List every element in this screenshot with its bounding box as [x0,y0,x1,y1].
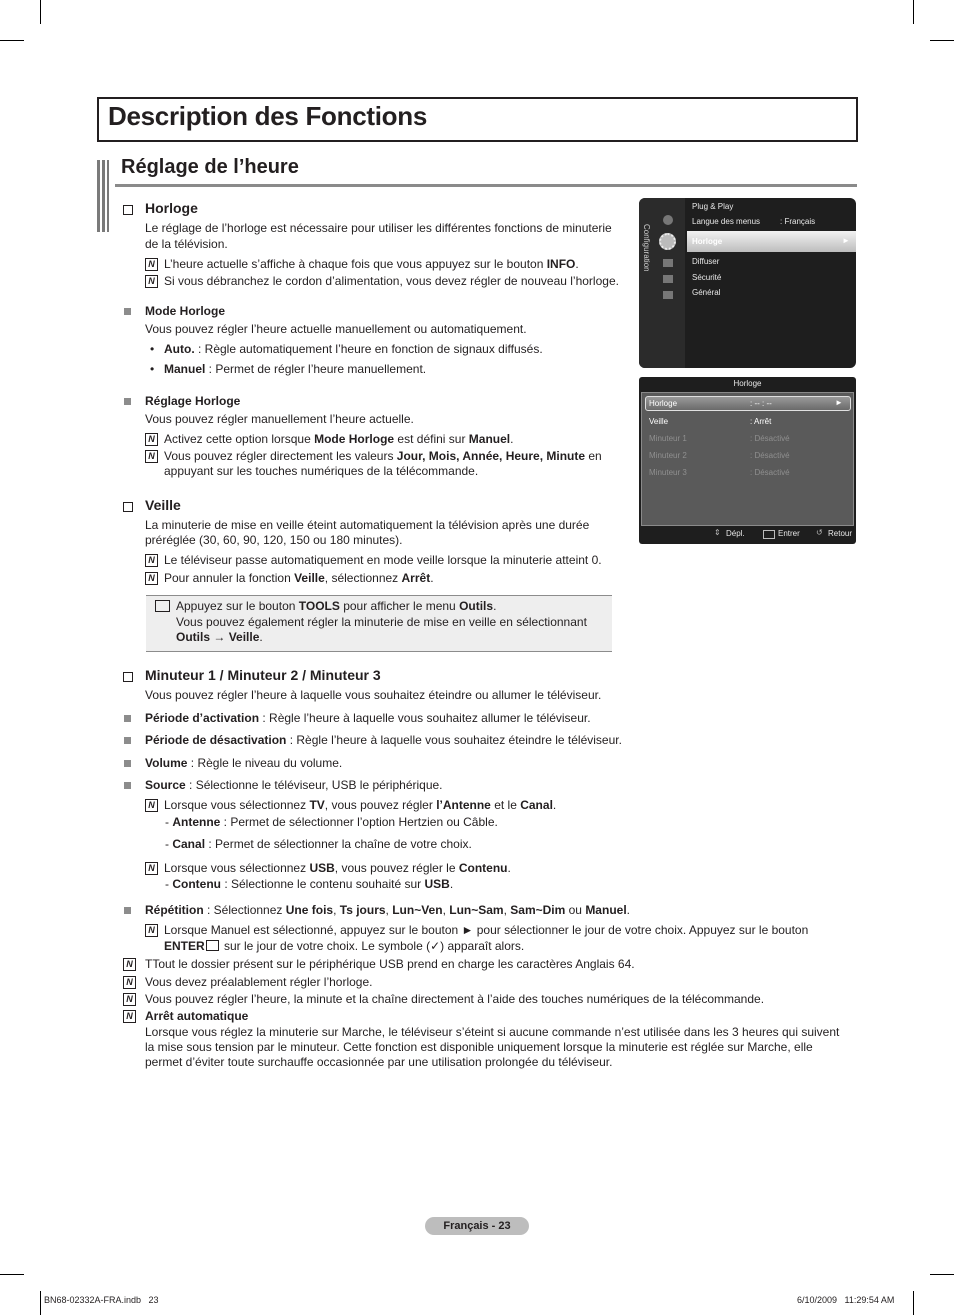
square-bullet-icon [124,308,131,315]
tip-line-2: Vous pouvez également régler la minuterie de mise en veille en sélectionnant [176,615,587,629]
note-icon: N [145,862,158,875]
row-minuteur3-label[interactable]: Minuteur 3 [649,468,687,477]
periode-activation: Période d’activation : Règle l’heure à laquelle vous souhaitez allumer le téléviseur. [145,711,591,725]
row-minuteur1-label[interactable]: Minuteur 1 [649,434,687,443]
general-note-1: TTout le dossier présent sur le périphérique USB prend en charge les caractères Anglais 64. [145,957,635,971]
repetition-note-1: Lorsque Manuel est sélectionné, appuyez sur le bouton ► pour sélectionner le jour de votre choix. Appuyez sur le bouton [164,923,809,937]
note-icon: N [123,976,136,989]
note-icon: N [145,554,158,567]
horloge-note-2: Si vous débranchez le cordon d’alimentation, vous devez régler de nouveau l’horloge. [164,274,619,288]
menu-item-general[interactable]: Général [692,288,721,297]
square-bullet-icon [124,760,131,767]
note-icon: N [145,450,158,463]
heading-veille: Veille [145,497,181,513]
minuteur-text: Vous pouvez régler l’heure à laquelle vous souhaitez éteindre ou allumer le téléviseur. [145,688,602,702]
square-bullet-icon [124,782,131,789]
arret-auto-heading: Arrêt automatique [145,1009,249,1023]
note-icon: N [123,1010,136,1023]
enter-icon [763,530,775,539]
row-minuteur2-label[interactable]: Minuteur 2 [649,451,687,460]
note-icon: N [145,924,158,937]
arret-auto-2: la mise sous tension par le minuteur. Cette fonction est disponible uniquement lorsque la minuterie est réglée sur Marche, elle [145,1040,813,1054]
mode-auto: Auto. : Règle automatiquement l’heure en fonction de signaux diffusés. [164,342,543,356]
arrow-right-icon: ► [835,398,843,407]
footer-file: BN68-02332A-FRA.indb 23 [44,1295,159,1305]
reglage-note-2: Vous pouvez régler directement les valeurs Jour, Mois, Année, Heure, Minute en [164,449,602,463]
arret-auto-3: permet d’éviter toute surchauffe occasionnée par une utilisation prolongée du téléviseur. [145,1055,613,1069]
crop-mark [913,0,914,24]
bullet-dot: • [150,362,155,376]
crop-mark [0,40,24,41]
note-icon: N [145,572,158,585]
crop-mark [0,1274,24,1275]
source-item: Source : Sélectionne le téléviseur, USB le périphérique. [145,778,443,792]
row-minuteur3-value: : Désactivé [750,468,790,477]
row-minuteur2-value: : Désactivé [750,451,790,460]
page-number-badge: Français - 23 [425,1217,529,1235]
repetition-item: Répétition : Sélectionnez Une fois, Ts jours, Lun~Ven, Lun~Sam, Sam~Dim ou Manuel. [145,903,630,917]
horloge-intro-1: Le réglage de l’horloge est nécessaire pour utiliser les différentes fonctions de minuterie [145,221,612,235]
note-icon: N [145,258,158,271]
checkbox-icon [123,502,133,512]
heading-horloge: Horloge [145,200,198,216]
row-veille-value: : Arrêt [750,417,772,426]
general-note-2: Vous devez préalablement régler l’horloge. [145,975,373,989]
crop-mark [40,1291,41,1315]
menu-langue-value: : Français [780,217,816,226]
crop-mark [40,0,41,24]
arret-auto-1: Lorsque vous réglez la minuterie sur Marche, le téléviseur s’éteint si aucune commande n’est utilisée dans les 3 heures qui suivent [145,1025,840,1039]
menu-title: Horloge [733,379,762,388]
note-icon: N [145,275,158,288]
menu-item-diffuser[interactable]: Diffuser [692,257,720,266]
menu-side-label: Configuration [642,224,651,272]
heading-reglage-horloge: Réglage Horloge [145,394,241,408]
mode-horloge-text: Vous pouvez régler l’heure actuelle manuellement ou automatiquement. [145,322,527,336]
bullet-dot: • [150,342,155,356]
note-icon: N [145,799,158,812]
periode-desactivation: Période de désactivation : Règle l’heure à laquelle vous souhaitez éteindre le téléviseur. [145,733,622,747]
support-icon [663,291,673,299]
square-bullet-icon [124,715,131,722]
row-horloge-label[interactable]: Horloge [649,399,678,408]
tv-menu-horloge [639,377,856,544]
gear-icon [659,233,676,250]
note-icon: N [145,433,158,446]
tools-icon [155,600,170,612]
footer-date: 6/10/2009 11:29:54 AM [797,1295,895,1305]
repetition-note-2: ENTER sur le jour de votre choix. Le symbole (✓) apparaît alors. [164,939,525,953]
mode-manuel: Manuel : Permet de régler l’heure manuellement. [164,362,427,376]
footer-enter: Entrer [778,529,800,538]
row-minuteur1-value: : Désactivé [750,434,790,443]
input-icon [663,259,673,267]
heading-minuteur: Minuteur 1 / Minuteur 2 / Minuteur 3 [145,667,381,683]
checkbox-icon [123,672,133,682]
heading-mode-horloge: Mode Horloge [145,304,225,318]
section-bar [97,160,109,232]
square-bullet-icon [124,398,131,405]
contenu-item: - Contenu : Sélectionne le contenu souhaité sur USB. [165,877,454,891]
canal-item: - Canal : Permet de sélectionner la chaîne de votre choix. [165,837,472,851]
horloge-intro-2: de la télévision. [145,237,228,251]
veille-text-1: La minuterie de mise en veille éteint automatiquement la télévision après une durée [145,518,590,532]
source-note-usb: Lorsque vous sélectionnez USB, vous pouvez régler le Contenu. [164,861,511,875]
row-veille-label[interactable]: Veille [649,417,669,426]
menu-item-securite[interactable]: Sécurité [692,273,722,282]
move-icon: ⇕ [714,528,721,537]
volume-item: Volume : Règle le niveau du volume. [145,756,343,770]
crop-mark [913,1291,914,1315]
veille-note-1: Le téléviseur passe automatiquement en mode veille lorsque la minuterie atteint 0. [164,553,602,567]
square-bullet-icon [124,907,131,914]
note-icon: N [123,958,136,971]
menu-item-plug-play[interactable]: Plug & Play [692,202,734,211]
antenne-item: - Antenne : Permet de sélectionner l’option Hertzien ou Câble. [165,815,498,829]
source-note-tv: Lorsque vous sélectionnez TV, vous pouvez régler l’Antenne et le Canal. [164,798,557,812]
section-rule [115,184,857,187]
reglage-note-1: Activez cette option lorsque Mode Horloge est défini sur Manuel. [164,432,514,446]
menu-item-horloge[interactable]: Horloge [692,237,723,246]
reglage-note-2-cont: appuyant sur les touches numériques de la télécommande. [164,464,479,478]
note-icon: N [123,993,136,1006]
row-horloge-value: : -- : -- [750,399,772,408]
footer-move: Dépl. [726,529,745,538]
application-icon [663,275,673,283]
section-title: Réglage de l’heure [121,156,299,178]
general-note-3: Vous pouvez régler l’heure, la minute et la chaîne directement à l’aide des touches numériques de la télécommande. [145,992,765,1006]
return-icon: ↺ [816,528,823,537]
square-bullet-icon [124,737,131,744]
arrow-right-icon: ► [842,236,850,245]
tv-menu-configuration [639,198,856,368]
enter-icon [206,940,219,951]
crop-mark [930,1274,954,1275]
veille-text-2: préréglée (30, 60, 90, 120, 150 ou 180 minutes). [145,533,403,547]
page-title: Description des Fonctions [108,101,427,131]
checkbox-icon [123,205,133,215]
footer-back: Retour [828,529,853,538]
reglage-horloge-text: Vous pouvez régler manuellement l’heure actuelle. [145,412,414,426]
crop-mark [930,40,954,41]
picture-icon [663,215,673,225]
veille-note-2: Pour annuler la fonction Veille, sélectionnez Arrêt. [164,571,434,585]
horloge-note-1: L’heure actuelle s’affiche à chaque fois que vous appuyez sur le bouton INFO. [164,257,579,271]
tip-line-1: Appuyez sur le bouton TOOLS pour afficher le menu Outils. [176,599,497,613]
tip-line-3: Outils → Veille. [176,630,263,644]
menu-item-langue[interactable]: Langue des menus [692,217,761,226]
